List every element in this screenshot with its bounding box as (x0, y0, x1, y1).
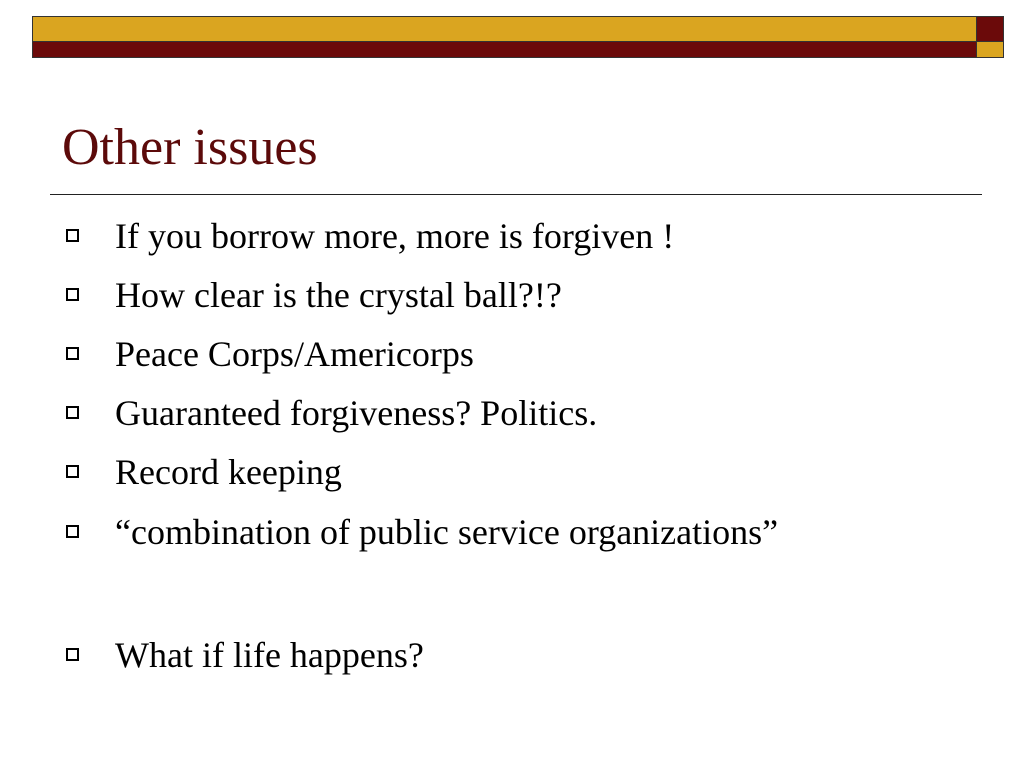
title-divider (50, 194, 982, 195)
header-maroon-band (32, 42, 977, 58)
bullet-text: Guaranteed forgiveness? Politics. (115, 393, 598, 433)
slide-title: Other issues (62, 119, 318, 176)
bullet-text: Peace Corps/Americorps (115, 334, 474, 374)
bullet-text: “combination of public service organizations” (115, 512, 779, 552)
hollow-square-icon (66, 648, 79, 661)
bullet-item (0, 273, 1024, 321)
hollow-square-icon (66, 406, 79, 419)
bullet-item (0, 633, 1024, 681)
hollow-square-icon (66, 229, 79, 242)
header-gold-band (32, 16, 977, 42)
bullet-item (0, 450, 1024, 498)
bullet-text: How clear is the crystal ball?!? (115, 275, 562, 315)
bullet-text: Record keeping (115, 452, 342, 492)
bullet-item (0, 214, 1024, 262)
hollow-square-icon (66, 465, 79, 478)
header-corner-gold-block (977, 42, 1004, 58)
bullet-text: What if life happens? (115, 635, 424, 675)
hollow-square-icon (66, 288, 79, 301)
hollow-square-icon (66, 347, 79, 360)
bullet-item (0, 391, 1024, 439)
bullet-text: If you borrow more, more is forgiven ! (115, 216, 675, 256)
header-corner-maroon-block (977, 16, 1004, 42)
hollow-square-icon (66, 525, 79, 538)
bullet-item (0, 332, 1024, 380)
bullet-item (0, 510, 1024, 558)
